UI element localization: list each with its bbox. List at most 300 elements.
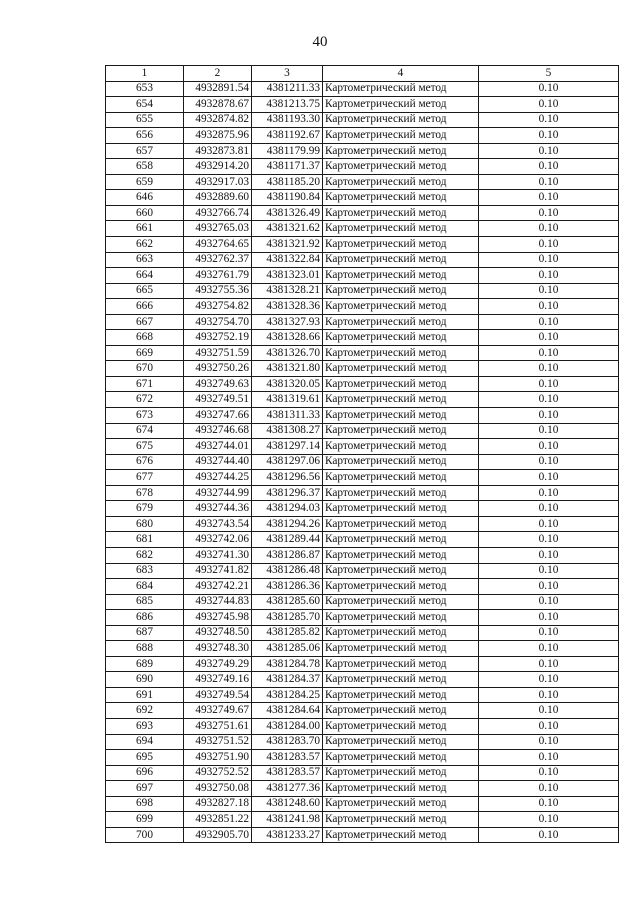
method-cell: Картометрический метод <box>323 345 479 361</box>
point-number-cell: 655 <box>106 112 184 128</box>
y-coordinate-cell: 4381296.56 <box>252 470 323 486</box>
accuracy-cell: 0.10 <box>479 656 619 672</box>
column-header-method: 4 <box>323 66 479 82</box>
method-cell: Картометрический метод <box>323 470 479 486</box>
point-number-cell: 693 <box>106 718 184 734</box>
point-number-cell: 677 <box>106 470 184 486</box>
table-row <box>106 610 619 626</box>
x-coordinate-cell: 4932878.67 <box>184 97 252 113</box>
point-number-cell: 669 <box>106 345 184 361</box>
method-cell: Картометрический метод <box>323 408 479 424</box>
table-body <box>106 81 619 843</box>
x-coordinate-cell: 4932827.18 <box>184 796 252 812</box>
x-coordinate-cell: 4932749.16 <box>184 672 252 688</box>
y-coordinate-cell: 4381326.49 <box>252 205 323 221</box>
point-number-cell: 697 <box>106 781 184 797</box>
accuracy-cell: 0.10 <box>479 765 619 781</box>
x-coordinate-cell: 4932766.74 <box>184 205 252 221</box>
x-coordinate-cell: 4932743.54 <box>184 516 252 532</box>
y-coordinate-cell: 4381283.57 <box>252 750 323 766</box>
table-row <box>106 563 619 579</box>
table-row <box>106 439 619 455</box>
y-coordinate-cell: 4381328.66 <box>252 330 323 346</box>
x-coordinate-cell: 4932749.67 <box>184 703 252 719</box>
accuracy-cell: 0.10 <box>479 159 619 175</box>
point-number-cell: 654 <box>106 97 184 113</box>
method-cell: Картометрический метод <box>323 734 479 750</box>
table-row <box>106 81 619 97</box>
table-row <box>106 454 619 470</box>
method-cell: Картометрический метод <box>323 205 479 221</box>
point-number-cell: 666 <box>106 299 184 315</box>
point-number-cell: 688 <box>106 641 184 657</box>
accuracy-cell: 0.10 <box>479 796 619 812</box>
method-cell: Картометрический метод <box>323 812 479 828</box>
method-cell: Картометрический метод <box>323 299 479 315</box>
table-row <box>106 128 619 144</box>
method-cell: Картометрический метод <box>323 330 479 346</box>
y-coordinate-cell: 4381297.14 <box>252 439 323 455</box>
method-cell: Картометрический метод <box>323 159 479 175</box>
point-number-cell: 664 <box>106 268 184 284</box>
table-row <box>106 516 619 532</box>
y-coordinate-cell: 4381185.20 <box>252 174 323 190</box>
table-row <box>106 827 619 843</box>
point-number-cell: 661 <box>106 221 184 237</box>
method-cell: Картометрический метод <box>323 625 479 641</box>
method-cell: Картометрический метод <box>323 252 479 268</box>
method-cell: Картометрический метод <box>323 143 479 159</box>
method-cell: Картометрический метод <box>323 361 479 377</box>
x-coordinate-cell: 4932745.98 <box>184 610 252 626</box>
table-row <box>106 143 619 159</box>
y-coordinate-cell: 4381190.84 <box>252 190 323 206</box>
table-row <box>106 781 619 797</box>
accuracy-cell: 0.10 <box>479 299 619 315</box>
table-row <box>106 314 619 330</box>
x-coordinate-cell: 4932744.36 <box>184 501 252 517</box>
y-coordinate-cell: 4381179.99 <box>252 143 323 159</box>
accuracy-cell: 0.10 <box>479 205 619 221</box>
x-coordinate-cell: 4932748.50 <box>184 625 252 641</box>
point-number-cell: 646 <box>106 190 184 206</box>
y-coordinate-cell: 4381283.70 <box>252 734 323 750</box>
accuracy-cell: 0.10 <box>479 112 619 128</box>
y-coordinate-cell: 4381193.30 <box>252 112 323 128</box>
accuracy-cell: 0.10 <box>479 423 619 439</box>
y-coordinate-cell: 4381286.36 <box>252 579 323 595</box>
table-row <box>106 392 619 408</box>
point-number-cell: 679 <box>106 501 184 517</box>
method-cell: Картометрический метод <box>323 516 479 532</box>
point-number-cell: 660 <box>106 205 184 221</box>
accuracy-cell: 0.10 <box>479 547 619 563</box>
point-number-cell: 672 <box>106 392 184 408</box>
x-coordinate-cell: 4932851.22 <box>184 812 252 828</box>
accuracy-cell: 0.10 <box>479 221 619 237</box>
y-coordinate-cell: 4381285.60 <box>252 594 323 610</box>
method-cell: Картометрический метод <box>323 687 479 703</box>
method-cell: Картометрический метод <box>323 610 479 626</box>
point-number-cell: 692 <box>106 703 184 719</box>
accuracy-cell: 0.10 <box>479 330 619 346</box>
table-row <box>106 579 619 595</box>
point-number-cell: 698 <box>106 796 184 812</box>
y-coordinate-cell: 4381297.06 <box>252 454 323 470</box>
method-cell: Картометрический метод <box>323 641 479 657</box>
method-cell: Картометрический метод <box>323 594 479 610</box>
x-coordinate-cell: 4932755.36 <box>184 283 252 299</box>
accuracy-cell: 0.10 <box>479 563 619 579</box>
table-row <box>106 299 619 315</box>
point-number-cell: 678 <box>106 485 184 501</box>
x-coordinate-cell: 4932749.54 <box>184 687 252 703</box>
x-coordinate-cell: 4932742.21 <box>184 579 252 595</box>
table-row <box>106 750 619 766</box>
accuracy-cell: 0.10 <box>479 376 619 392</box>
method-cell: Картометрический метод <box>323 268 479 284</box>
table-row <box>106 470 619 486</box>
point-number-cell: 656 <box>106 128 184 144</box>
accuracy-cell: 0.10 <box>479 781 619 797</box>
point-number-cell: 699 <box>106 812 184 828</box>
y-coordinate-cell: 4381286.87 <box>252 547 323 563</box>
y-coordinate-cell: 4381241.98 <box>252 812 323 828</box>
y-coordinate-cell: 4381320.05 <box>252 376 323 392</box>
accuracy-cell: 0.10 <box>479 625 619 641</box>
accuracy-cell: 0.10 <box>479 143 619 159</box>
accuracy-cell: 0.10 <box>479 97 619 113</box>
accuracy-cell: 0.10 <box>479 579 619 595</box>
point-number-cell: 667 <box>106 314 184 330</box>
y-coordinate-cell: 4381321.62 <box>252 221 323 237</box>
method-cell: Картометрический метод <box>323 128 479 144</box>
point-number-cell: 676 <box>106 454 184 470</box>
x-coordinate-cell: 4932750.26 <box>184 361 252 377</box>
point-number-cell: 673 <box>106 408 184 424</box>
point-number-cell: 691 <box>106 687 184 703</box>
y-coordinate-cell: 4381284.78 <box>252 656 323 672</box>
method-cell: Картометрический метод <box>323 423 479 439</box>
x-coordinate-cell: 4932754.82 <box>184 299 252 315</box>
table-row <box>106 532 619 548</box>
accuracy-cell: 0.10 <box>479 610 619 626</box>
x-coordinate-cell: 4932742.06 <box>184 532 252 548</box>
point-number-cell: 665 <box>106 283 184 299</box>
point-number-cell: 695 <box>106 750 184 766</box>
method-cell: Картометрический метод <box>323 656 479 672</box>
accuracy-cell: 0.10 <box>479 190 619 206</box>
table-row <box>106 625 619 641</box>
y-coordinate-cell: 4381294.26 <box>252 516 323 532</box>
coordinates-table <box>105 65 619 843</box>
accuracy-cell: 0.10 <box>479 594 619 610</box>
point-number-cell: 682 <box>106 547 184 563</box>
accuracy-cell: 0.10 <box>479 81 619 97</box>
method-cell: Картометрический метод <box>323 283 479 299</box>
method-cell: Картометрический метод <box>323 314 479 330</box>
accuracy-cell: 0.10 <box>479 128 619 144</box>
x-coordinate-cell: 4932746.68 <box>184 423 252 439</box>
method-cell: Картометрический метод <box>323 501 479 517</box>
page-number: 40 <box>312 34 328 50</box>
table-row <box>106 252 619 268</box>
table-row <box>106 408 619 424</box>
accuracy-cell: 0.10 <box>479 718 619 734</box>
y-coordinate-cell: 4381289.44 <box>252 532 323 548</box>
table-row <box>106 268 619 284</box>
accuracy-cell: 0.10 <box>479 687 619 703</box>
point-number-cell: 681 <box>106 532 184 548</box>
x-coordinate-cell: 4932765.03 <box>184 221 252 237</box>
table-row <box>106 687 619 703</box>
point-number-cell: 680 <box>106 516 184 532</box>
table-row <box>106 345 619 361</box>
table-row <box>106 423 619 439</box>
point-number-cell: 663 <box>106 252 184 268</box>
table-row <box>106 501 619 517</box>
point-number-cell: 662 <box>106 237 184 253</box>
y-coordinate-cell: 4381284.25 <box>252 687 323 703</box>
accuracy-cell: 0.10 <box>479 314 619 330</box>
method-cell: Картометрический метод <box>323 237 479 253</box>
method-cell: Картометрический метод <box>323 827 479 843</box>
table-row <box>106 376 619 392</box>
y-coordinate-cell: 4381284.64 <box>252 703 323 719</box>
x-coordinate-cell: 4932751.61 <box>184 718 252 734</box>
table-row <box>106 765 619 781</box>
accuracy-cell: 0.10 <box>479 516 619 532</box>
header-row <box>106 66 619 82</box>
column-header-accuracy: 5 <box>479 66 619 82</box>
y-coordinate-cell: 4381171.37 <box>252 159 323 175</box>
x-coordinate-cell: 4932744.40 <box>184 454 252 470</box>
table-row <box>106 237 619 253</box>
method-cell: Картометрический метод <box>323 485 479 501</box>
y-coordinate-cell: 4381211.33 <box>252 81 323 97</box>
point-number-cell: 696 <box>106 765 184 781</box>
accuracy-cell: 0.10 <box>479 485 619 501</box>
x-coordinate-cell: 4932741.82 <box>184 563 252 579</box>
x-coordinate-cell: 4932874.82 <box>184 112 252 128</box>
y-coordinate-cell: 4381277.36 <box>252 781 323 797</box>
y-coordinate-cell: 4381233.27 <box>252 827 323 843</box>
y-coordinate-cell: 4381296.37 <box>252 485 323 501</box>
y-coordinate-cell: 4381284.00 <box>252 718 323 734</box>
method-cell: Картометрический метод <box>323 563 479 579</box>
y-coordinate-cell: 4381192.67 <box>252 128 323 144</box>
method-cell: Картометрический метод <box>323 750 479 766</box>
point-number-cell: 653 <box>106 81 184 97</box>
table-row <box>106 672 619 688</box>
accuracy-cell: 0.10 <box>479 532 619 548</box>
method-cell: Картометрический метод <box>323 547 479 563</box>
table-row <box>106 159 619 175</box>
x-coordinate-cell: 4932761.79 <box>184 268 252 284</box>
table-row <box>106 594 619 610</box>
y-coordinate-cell: 4381285.82 <box>252 625 323 641</box>
method-cell: Картометрический метод <box>323 796 479 812</box>
y-coordinate-cell: 4381308.27 <box>252 423 323 439</box>
x-coordinate-cell: 4932762.37 <box>184 252 252 268</box>
y-coordinate-cell: 4381283.57 <box>252 765 323 781</box>
x-coordinate-cell: 4932917.03 <box>184 174 252 190</box>
point-number-cell: 675 <box>106 439 184 455</box>
accuracy-cell: 0.10 <box>479 827 619 843</box>
method-cell: Картометрический метод <box>323 765 479 781</box>
accuracy-cell: 0.10 <box>479 237 619 253</box>
x-coordinate-cell: 4932889.60 <box>184 190 252 206</box>
point-number-cell: 671 <box>106 376 184 392</box>
method-cell: Картометрический метод <box>323 532 479 548</box>
x-coordinate-cell: 4932744.25 <box>184 470 252 486</box>
x-coordinate-cell: 4932751.59 <box>184 345 252 361</box>
point-number-cell: 686 <box>106 610 184 626</box>
x-coordinate-cell: 4932751.90 <box>184 750 252 766</box>
point-number-cell: 700 <box>106 827 184 843</box>
x-coordinate-cell: 4932764.65 <box>184 237 252 253</box>
method-cell: Картометрический метод <box>323 718 479 734</box>
table-row <box>106 283 619 299</box>
accuracy-cell: 0.10 <box>479 392 619 408</box>
method-cell: Картометрический метод <box>323 672 479 688</box>
column-header-x: 2 <box>184 66 252 82</box>
accuracy-cell: 0.10 <box>479 734 619 750</box>
accuracy-cell: 0.10 <box>479 252 619 268</box>
point-number-cell: 668 <box>106 330 184 346</box>
method-cell: Картометрический метод <box>323 703 479 719</box>
method-cell: Картометрический метод <box>323 579 479 595</box>
table-row <box>106 190 619 206</box>
table-header <box>106 66 619 82</box>
table-row <box>106 796 619 812</box>
table-row <box>106 718 619 734</box>
method-cell: Картометрический метод <box>323 781 479 797</box>
y-coordinate-cell: 4381321.80 <box>252 361 323 377</box>
column-header-point: 1 <box>106 66 184 82</box>
x-coordinate-cell: 4932754.70 <box>184 314 252 330</box>
x-coordinate-cell: 4932750.08 <box>184 781 252 797</box>
x-coordinate-cell: 4932744.99 <box>184 485 252 501</box>
y-coordinate-cell: 4381311.33 <box>252 408 323 424</box>
x-coordinate-cell: 4932749.63 <box>184 376 252 392</box>
x-coordinate-cell: 4932741.30 <box>184 547 252 563</box>
y-coordinate-cell: 4381286.48 <box>252 563 323 579</box>
method-cell: Картометрический метод <box>323 81 479 97</box>
method-cell: Картометрический метод <box>323 454 479 470</box>
accuracy-cell: 0.10 <box>479 641 619 657</box>
method-cell: Картометрический метод <box>323 112 479 128</box>
x-coordinate-cell: 4932891.54 <box>184 81 252 97</box>
y-coordinate-cell: 4381321.92 <box>252 237 323 253</box>
y-coordinate-cell: 4381294.03 <box>252 501 323 517</box>
accuracy-cell: 0.10 <box>479 345 619 361</box>
table-row <box>106 97 619 113</box>
accuracy-cell: 0.10 <box>479 268 619 284</box>
x-coordinate-cell: 4932873.81 <box>184 143 252 159</box>
y-coordinate-cell: 4381328.36 <box>252 299 323 315</box>
x-coordinate-cell: 4932748.30 <box>184 641 252 657</box>
method-cell: Картометрический метод <box>323 376 479 392</box>
accuracy-cell: 0.10 <box>479 361 619 377</box>
point-number-cell: 659 <box>106 174 184 190</box>
y-coordinate-cell: 4381213.75 <box>252 97 323 113</box>
x-coordinate-cell: 4932744.01 <box>184 439 252 455</box>
point-number-cell: 684 <box>106 579 184 595</box>
accuracy-cell: 0.10 <box>479 439 619 455</box>
table-row <box>106 656 619 672</box>
table-row <box>106 361 619 377</box>
method-cell: Картометрический метод <box>323 392 479 408</box>
y-coordinate-cell: 4381285.06 <box>252 641 323 657</box>
accuracy-cell: 0.10 <box>479 470 619 486</box>
table-row <box>106 330 619 346</box>
point-number-cell: 674 <box>106 423 184 439</box>
point-number-cell: 685 <box>106 594 184 610</box>
point-number-cell: 658 <box>106 159 184 175</box>
y-coordinate-cell: 4381323.01 <box>252 268 323 284</box>
point-number-cell: 657 <box>106 143 184 159</box>
x-coordinate-cell: 4932751.52 <box>184 734 252 750</box>
point-number-cell: 690 <box>106 672 184 688</box>
table-row <box>106 734 619 750</box>
accuracy-cell: 0.10 <box>479 454 619 470</box>
x-coordinate-cell: 4932749.51 <box>184 392 252 408</box>
table-row <box>106 547 619 563</box>
method-cell: Картометрический метод <box>323 439 479 455</box>
x-coordinate-cell: 4932747.66 <box>184 408 252 424</box>
accuracy-cell: 0.10 <box>479 283 619 299</box>
point-number-cell: 687 <box>106 625 184 641</box>
accuracy-cell: 0.10 <box>479 672 619 688</box>
x-coordinate-cell: 4932752.52 <box>184 765 252 781</box>
accuracy-cell: 0.10 <box>479 408 619 424</box>
x-coordinate-cell: 4932905.70 <box>184 827 252 843</box>
table-row <box>106 221 619 237</box>
table-row <box>106 641 619 657</box>
y-coordinate-cell: 4381284.37 <box>252 672 323 688</box>
point-number-cell: 683 <box>106 563 184 579</box>
x-coordinate-cell: 4932749.29 <box>184 656 252 672</box>
x-coordinate-cell: 4932875.96 <box>184 128 252 144</box>
x-coordinate-cell: 4932752.19 <box>184 330 252 346</box>
accuracy-cell: 0.10 <box>479 174 619 190</box>
y-coordinate-cell: 4381326.70 <box>252 345 323 361</box>
point-number-cell: 670 <box>106 361 184 377</box>
x-coordinate-cell: 4932744.83 <box>184 594 252 610</box>
x-coordinate-cell: 4932914.20 <box>184 159 252 175</box>
table-row <box>106 812 619 828</box>
column-header-y: 3 <box>252 66 323 82</box>
point-number-cell: 689 <box>106 656 184 672</box>
table-row <box>106 112 619 128</box>
table-row <box>106 485 619 501</box>
method-cell: Картометрический метод <box>323 190 479 206</box>
accuracy-cell: 0.10 <box>479 501 619 517</box>
y-coordinate-cell: 4381248.60 <box>252 796 323 812</box>
table-row <box>106 205 619 221</box>
method-cell: Картометрический метод <box>323 174 479 190</box>
method-cell: Картометрический метод <box>323 97 479 113</box>
accuracy-cell: 0.10 <box>479 812 619 828</box>
point-number-cell: 694 <box>106 734 184 750</box>
y-coordinate-cell: 4381322.84 <box>252 252 323 268</box>
y-coordinate-cell: 4381328.21 <box>252 283 323 299</box>
y-coordinate-cell: 4381285.70 <box>252 610 323 626</box>
y-coordinate-cell: 4381327.93 <box>252 314 323 330</box>
table-row <box>106 703 619 719</box>
table-row <box>106 174 619 190</box>
